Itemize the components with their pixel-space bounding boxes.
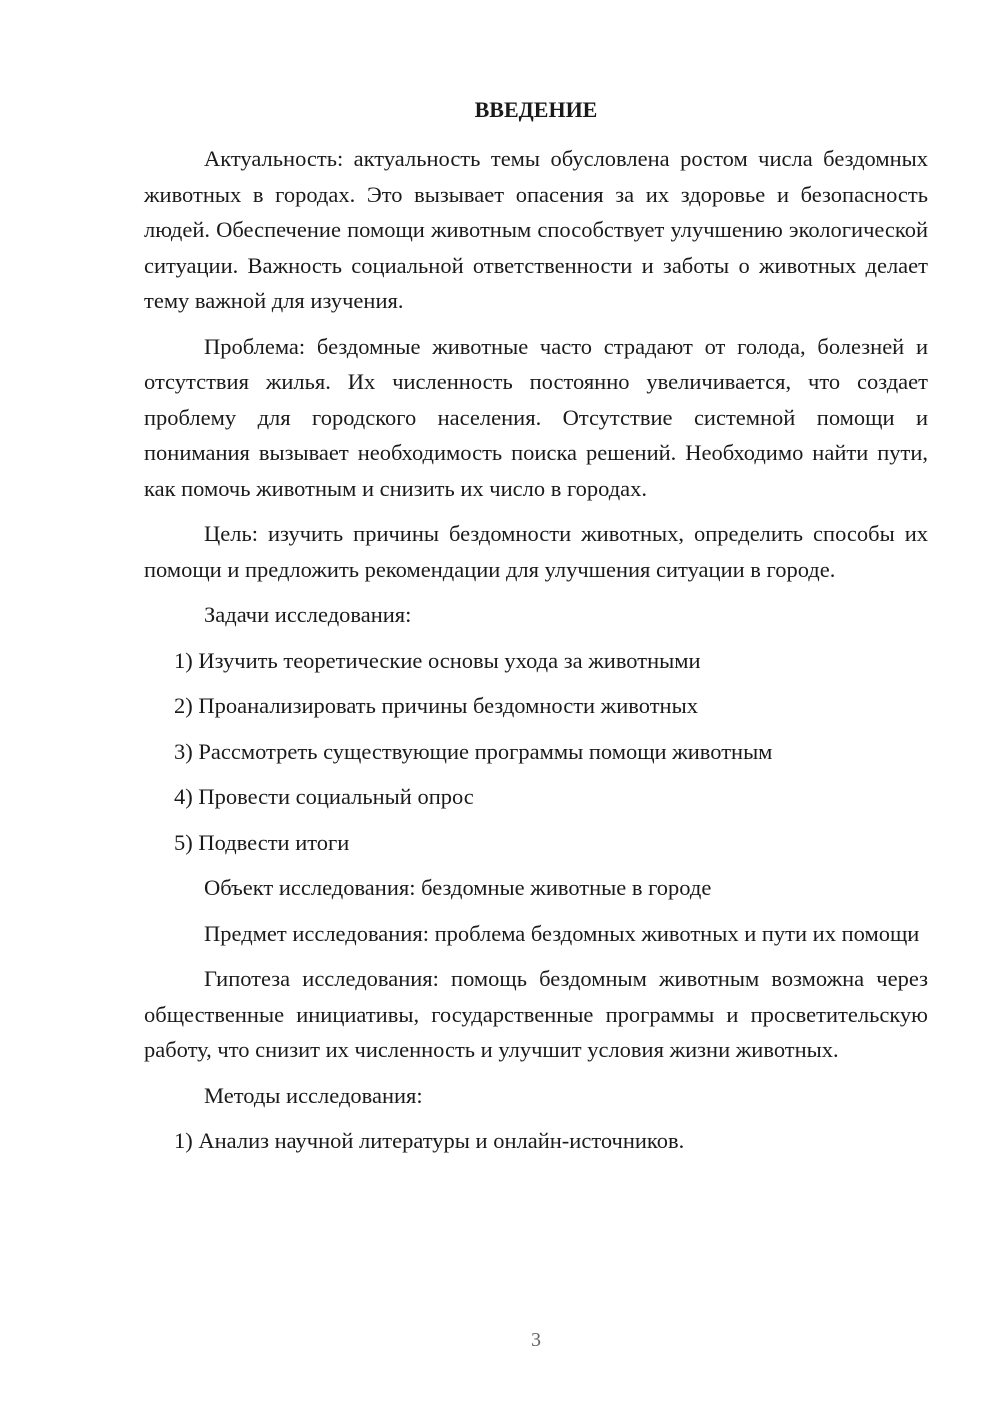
object-paragraph: Объект исследования: бездомные животные в городе bbox=[204, 875, 712, 900]
relevance-paragraph: Актуальность: актуальность темы обусловлена ростом числа бездомных животных в городах. Это вызывает опасения за их здоровье и безопасность людей. Обеспечение помощи животным способствует улучшению экологической ситуации. Важность социальной ответственности и заботы о животных делает тему важной для изучения. bbox=[144, 146, 928, 313]
page-number: 3 bbox=[531, 1329, 541, 1351]
tasks-list bbox=[144, 643, 928, 861]
list-item: 1) Анализ научной литературы и онлайн-источников. bbox=[174, 1128, 685, 1153]
goal-paragraph: Цель: изучить причины бездомности животных, определить способы их помощи и предложить рекомендации для улучшения ситуации в городе. bbox=[144, 521, 928, 582]
document-page bbox=[144, 92, 928, 1169]
tasks-heading: Задачи исследования: bbox=[204, 602, 412, 627]
page-title: ВВЕДЕНИЕ bbox=[474, 97, 598, 122]
methods-list bbox=[144, 1123, 928, 1159]
methods-heading: Методы исследования: bbox=[204, 1082, 423, 1108]
hypothesis-paragraph: Гипотеза исследования: помощь бездомным животным возможна через общественные инициативы, государственные программы и просветительскую работу, что снизит их численность и улучшит условия жизни животных. bbox=[144, 966, 928, 1062]
list-item: 4) Провести социальный опрос bbox=[174, 784, 474, 809]
list-item: 5) Подвести итоги bbox=[174, 829, 350, 855]
list-item: 3) Рассмотреть существующие программы помощи животным bbox=[174, 738, 773, 764]
list-item: 1) Изучить теоретические основы ухода за животными bbox=[174, 647, 701, 673]
subject-paragraph: Предмет исследования: проблема бездомных животных и пути их помощи bbox=[204, 920, 920, 946]
list-item: 2) Проанализировать причины бездомности животных bbox=[174, 693, 698, 718]
problem-paragraph: Проблема: бездомные животные часто страдают от голода, болезней и отсутствия жилья. Их численность постоянно увеличивается, что создает проблему для городского населения. Отсутствие системной помощи и понимания вызывает необходимость поиска решений. Необходимо найти пути, как помочь животным и снизить их число в городах. bbox=[144, 333, 928, 501]
